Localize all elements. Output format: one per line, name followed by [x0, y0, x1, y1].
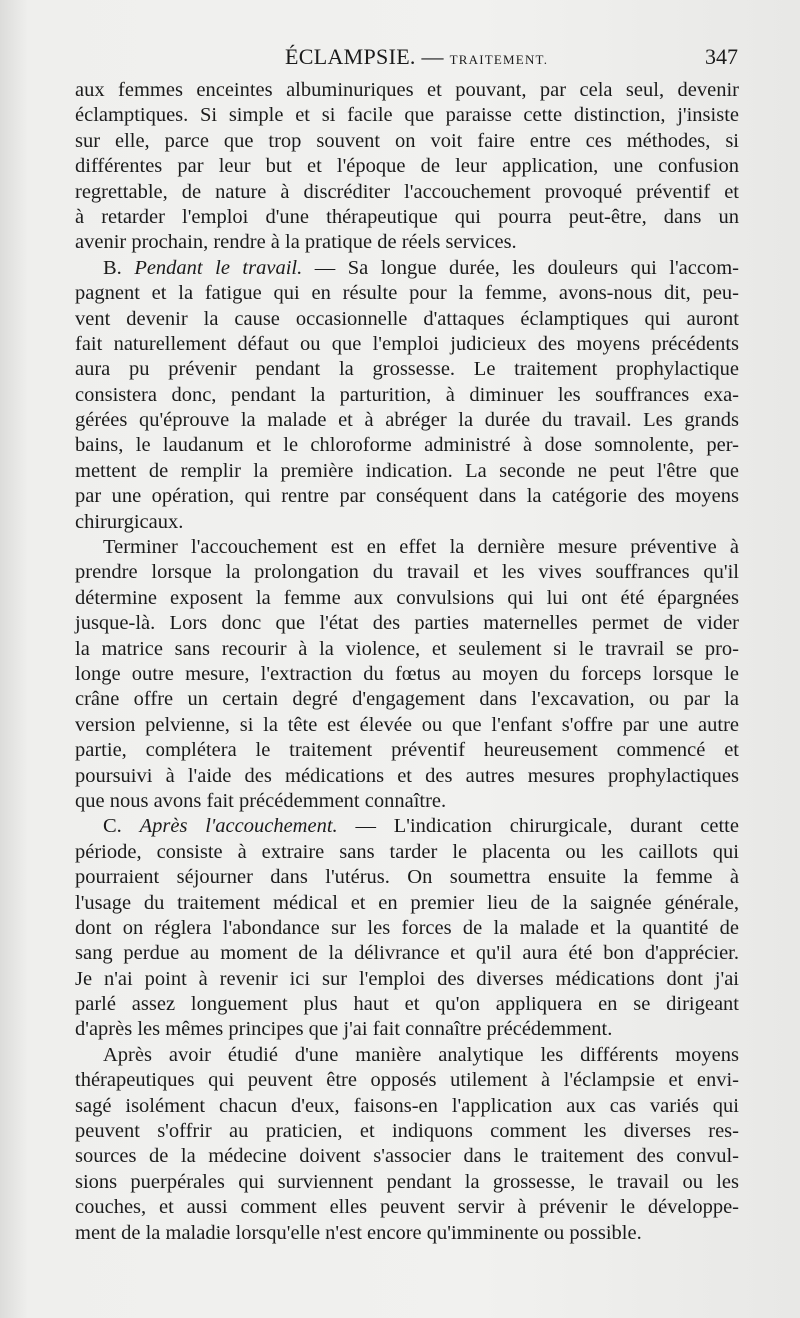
- text-line: Terminer l'accouchement est en effet la dernière mesure préventive à: [103, 536, 739, 559]
- text-line: crâne offre un certain degré d'engagement dans l'excavation, ou par la: [75, 688, 739, 711]
- text-line: longe outre mesure, l'extraction du fœtus au moyen du forceps lorsque le: [75, 662, 739, 685]
- text-line: l'usage du traitement médical et en premier lieu de la saignée générale,: [75, 891, 739, 914]
- text-line: éclamptiques. Si simple et si facile que paraisse cette distinction, j'insiste: [75, 104, 739, 127]
- text-line: dont on réglera l'abondance sur les forces de la malade et la quantité de: [75, 916, 739, 939]
- text-line: peuvent s'offrir au praticien, et indiquons comment les diverses res-: [75, 1120, 739, 1143]
- text-line: par une opération, qui rentre par conséquent dans la catégorie des moyens: [75, 485, 739, 508]
- text-line: vent devenir la cause occasionnelle d'attaques éclamptiques qui auront: [75, 307, 739, 330]
- text-line: à retarder l'emploi d'une thérapeutique qui pourra peut-être, dans un: [75, 205, 739, 228]
- paragraph-pendant-le-travail: [75, 256, 739, 535]
- text-line: partie, complétera le traitement préventif heureusement commencé et: [75, 739, 739, 762]
- text-line: couches, et aussi comment elles peuvent servir à prévenir le développe-: [75, 1196, 739, 1219]
- text-line: détermine exposent la femme aux convulsions qui lui ont été épargnées: [75, 586, 739, 609]
- text-line: Après avoir étudié d'une manière analytique les différents moyens: [103, 1043, 739, 1066]
- text-line: regrettable, de nature à discréditer l'accouchement provoqué préventif et: [75, 180, 739, 203]
- text-line: fait naturellement défaut ou que l'emploi judicieux des moyens précédents: [75, 332, 739, 355]
- running-title-section: TRAITEMENT.: [449, 52, 549, 67]
- running-title-main: ÉCLAMPSIE. —: [285, 44, 450, 69]
- section-heading: Pendant le travail.: [134, 256, 303, 279]
- text-line: ment de la maladie lorsqu'elle n'est encore qu'imminente ou possible.: [75, 1221, 642, 1244]
- text-line: version pelvienne, si la tête est élevée ou que l'enfant s'offre par une autre: [75, 713, 739, 736]
- text-line: aux femmes enceintes albuminuriques et pouvant, par cela seul, devenir: [75, 79, 739, 101]
- text-line: parlé assez longuement plus haut et qu'on appliquera en se dirigeant: [75, 993, 739, 1016]
- page-number: 347: [705, 44, 738, 69]
- text-line: poursuivi à l'aide des médications et des autres mesures prophylactiques: [75, 764, 739, 787]
- body-text: [75, 78, 739, 1246]
- text-line: sur elle, parce que trop souvent on voit faire entre ces méthodes, si: [75, 129, 739, 152]
- paragraph-apres-avoir-etudie: [75, 1043, 739, 1246]
- text-line: période, consiste à extraire sans tarder le placenta ou les caillots qui: [75, 840, 739, 863]
- running-title: [285, 44, 548, 70]
- text-line: différentes par leur but et l'époque de leur application, une confusion: [75, 155, 739, 178]
- text-line: gérées qu'éprouve la malade et à abréger la durée du travail. Les grands: [75, 409, 739, 432]
- text-line: thérapeutiques qui peuvent être opposés utilement à l'éclampsie et envi-: [75, 1069, 739, 1092]
- text-run: — L'indication chirurgicale, durant cette: [337, 815, 739, 838]
- text-line: d'après les mêmes principes que j'ai fait connaître précédemment.: [75, 1018, 613, 1041]
- text-line: Je n'ai point à revenir ici sur l'emploi des diverses médications dont j'ai: [75, 967, 739, 990]
- running-header: [75, 44, 740, 74]
- text-line: bains, le laudanum et le chloroforme administré à dose somnolente, per-: [75, 434, 739, 457]
- section-marker: B.: [103, 256, 135, 279]
- paragraph-terminer: [75, 535, 739, 814]
- text-line: jusque-là. Lors donc que l'état des parties maternelles permet de vider: [75, 612, 739, 635]
- text-line: sions puerpérales qui surviennent pendant la grossesse, le travail ou les: [75, 1170, 739, 1193]
- text-line: [75, 814, 739, 839]
- section-heading: Après l'accouchement.: [139, 815, 338, 838]
- text-line: pagnent et la fatigue qui en résulte pour la femme, avons-nous dit, peu-: [75, 282, 739, 305]
- text-line: aura pu prévenir pendant la grossesse. Le traitement prophylactique: [75, 358, 739, 381]
- paragraph-continuation: [75, 78, 739, 256]
- text-line: pourraient séjourner dans l'utérus. On soumettra ensuite la femme à: [75, 866, 739, 889]
- text-line: [75, 256, 739, 281]
- text-line: mettent de remplir la première indication. La seconde ne peut l'être que: [75, 459, 739, 482]
- section-marker: C.: [103, 815, 140, 838]
- text-line: sang perdue au moment de la délivrance et qu'il aura été bon d'apprécier.: [75, 942, 739, 965]
- text-line: avenir prochain, rendre à la pratique de réels services.: [75, 231, 517, 254]
- text-line: prendre lorsque la prolongation du travail et les vives souffrances qu'il: [75, 561, 739, 584]
- text-line: consistera donc, pendant la parturition, à diminuer les souffrances exa-: [75, 383, 739, 406]
- text-line: la matrice sans recourir à la violence, et seulement si le travrail se pro-: [75, 637, 739, 660]
- text-line: sagé isolément chacun d'eux, faisons-en l'application aux cas variés qui: [75, 1094, 739, 1117]
- text-line: sources de la médecine doivent s'associer dans le traitement des convul-: [75, 1145, 739, 1168]
- text-line: que nous avons fait précédemment connaître.: [75, 789, 447, 812]
- text-line: chirurgicaux.: [75, 510, 184, 533]
- text-run: — Sa longue durée, les douleurs qui l'accom-: [302, 256, 739, 279]
- paragraph-apres-accouchement: [75, 814, 739, 1043]
